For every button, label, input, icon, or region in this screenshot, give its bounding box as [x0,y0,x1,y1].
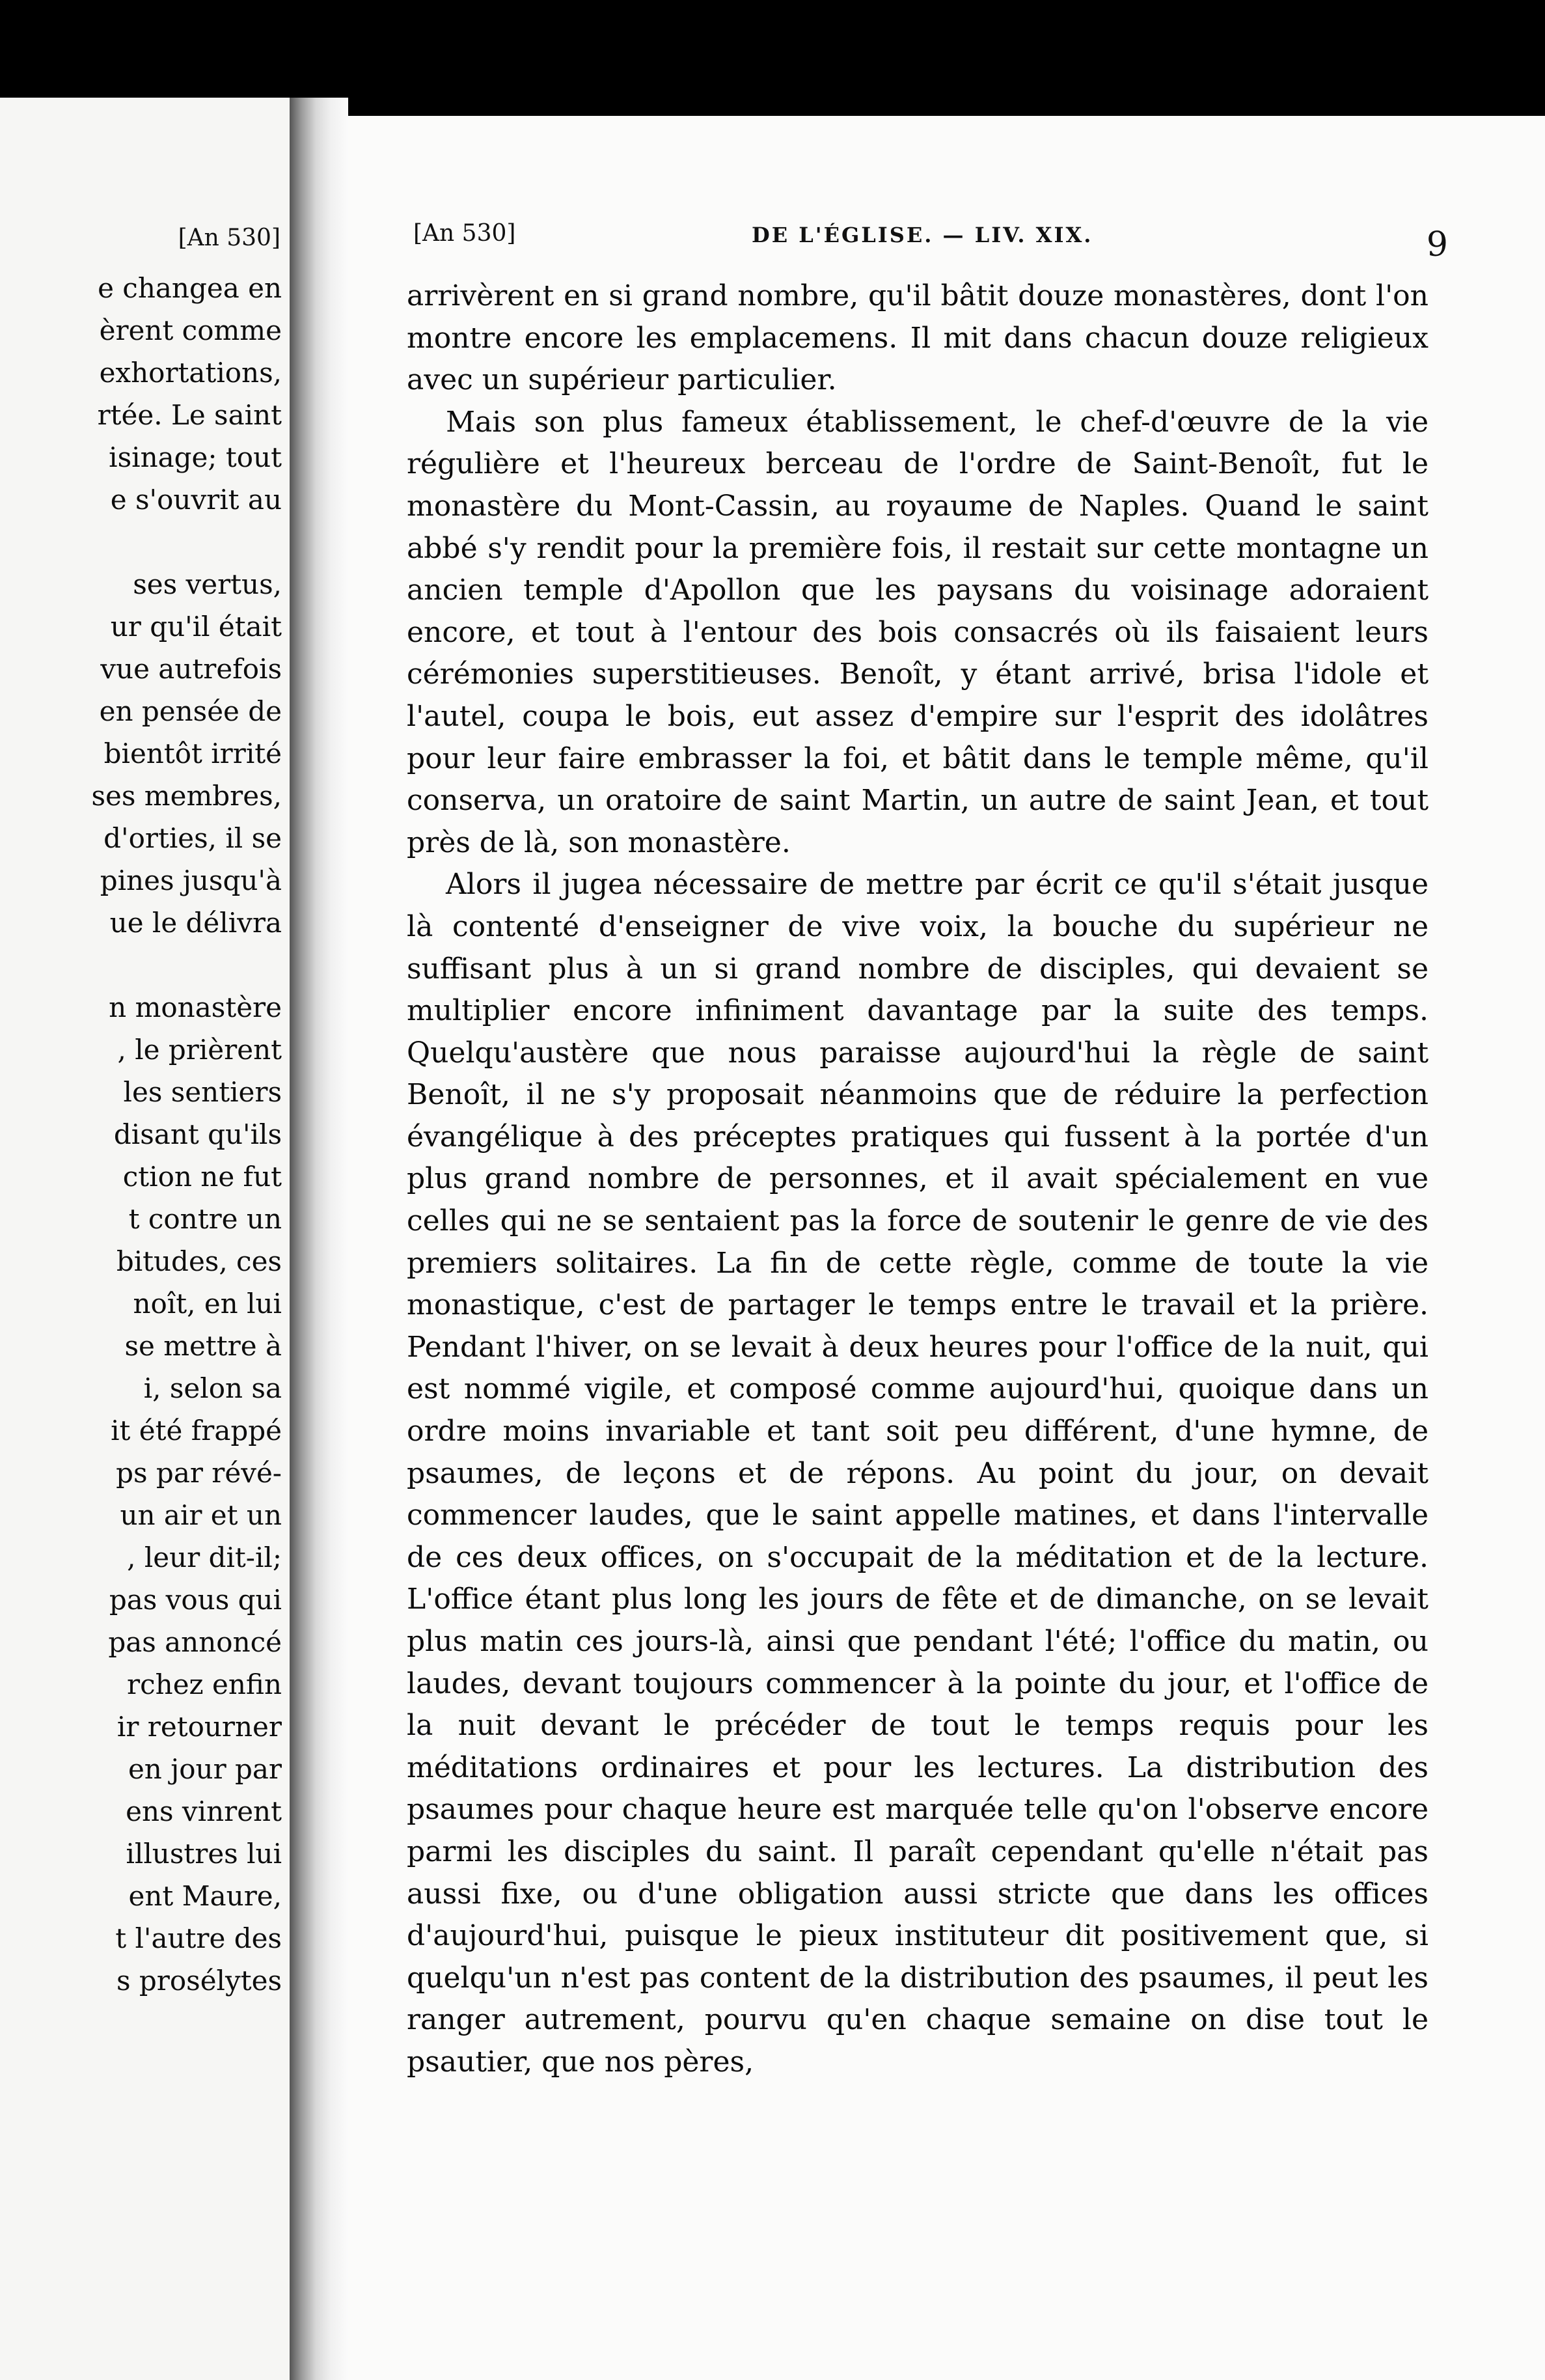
left-page-line: pas vous qui [109,1584,282,1616]
left-page-line: bitudes, ces [116,1245,282,1277]
left-page-line: ction ne fut [122,1161,282,1193]
left-running-head: [An 530] [178,225,280,251]
running-head-year: [An 530] [413,220,516,247]
running-head-title: DE L'ÉGLISE. — LIV. XIX. [752,223,1093,247]
left-page-line: e changea en [98,272,282,304]
left-page-line: rtée. Le saint [97,399,282,431]
left-page-line: , le prièrent [117,1034,282,1066]
left-page-line: noît, en lui [133,1288,282,1320]
left-page-line: ir retourner [116,1711,282,1743]
left-page-line [0,521,282,563]
left-page-line: un air et un [120,1499,282,1531]
left-page-line: illustres lui [126,1838,282,1870]
left-page-line: pines jusqu'à [100,865,282,896]
running-head [413,214,1448,264]
left-facing-page [0,98,290,2380]
left-page-line: t contre un [128,1203,282,1235]
left-page-line [0,944,282,986]
left-page-text-column [0,267,282,2002]
left-page-line: vue autrefois [100,653,282,685]
left-page-line: ue le délivra [109,907,282,939]
paragraph-mont-cassin: Mais son plus fameux établissement, le chef-d'œuvre de la vie régulière et l'heureux berceau de l'ordre de Saint-Benoît, fut le monastère du Mont-Cassin, au royaume de Naples. Quand le saint abbé s'y rendit pour la première fois, il restait sur cette montagne un ancien temple d'Apollon que les paysans du voisinage adoraient encore, et tout à l'entour des bois consacrés où ils faisaient leurs cérémonies superstitieuses. Benoît, y étant arrivé, brisa l'idole et l'autel, coupa le bois, eut assez d'empire sur l'esprit des idolâtres pour leur faire embrasser la foi, et bâtit dans le temple même, qu'il conserva, un oratoire de saint Martin, un autre de saint Jean, et tout près de là, son monastère. [407,405,1429,859]
right-main-page [348,116,1545,2380]
page-number: 9 [1426,225,1448,264]
left-page-line: èrent comme [99,314,282,346]
book-gutter-shadow [290,98,348,2380]
left-page-line: exhortations, [99,357,282,389]
left-page-line: e s'ouvrit au [110,484,282,516]
paragraph-continuation: arrivèrent en si grand nombre, qu'il bâtit douze monastères, dont l'on montre encore les emplacemens. Il mit dans chacun douze religieux avec un supérieur particulier. [407,279,1429,397]
left-page-line: disant qu'ils [113,1118,282,1150]
left-page-line: isinage; tout [109,441,282,473]
left-page-line: it été frappé [111,1415,282,1446]
left-page-line: t l'autre des [115,1922,282,1954]
left-page-line: se mettre à [124,1330,282,1362]
left-page-line: s prosélytes [116,1965,282,1997]
left-page-line: rchez enfin [127,1668,282,1700]
left-page-line: ur qu'il était [110,611,282,643]
left-page-line: ens vinrent [126,1795,282,1827]
left-page-line: les sentiers [123,1076,282,1108]
left-page-line: d'orties, il se [103,822,282,854]
left-page-line: pas annoncé [108,1626,282,1658]
left-page-line: en jour par [128,1753,282,1785]
left-page-line: ent Maure, [128,1880,282,1912]
left-page-line: en pensée de [99,695,282,727]
paragraph-rule: Alors il jugea nécessaire de mettre par écrit ce qu'il s'était jusque là contenté d'enseigner de vive voix, la bouche du supérieur ne suffisant plus à un si grand nombre de disciples, qui devaient se multiplier encore infiniment davantage par la suite des temps. Quelqu'austère que nous paraisse aujourd'hui la règle de saint Benoît, il ne s'y proposait néanmoins que de réduire la perfection évangélique à des préceptes pratiques qui fussent à la portée d'un plus grand nombre de personnes, et il avait spécialement en vue celles qui ne se sentaient pas la force de soutenir le genre de vie des premiers solitaires. La fin de cette règle, comme de toute la vie monastique, c'est de partager le temps entre le travail et la prière. Pendant l'hiver, on se levait à deux heures pour l'office de la nuit, qui est nommé vigile, et composé comme aujourd'hui, quoique dans un ordre moins invariable et tant soit peu différent, d'une hymne, de psaumes, de leçons et de répons. Au point du jour, on devait commencer laudes, que le saint appelle matines, et dans l'intervalle de ces deux offices, on s'occupait de la méditation et de la lecture. L'office étant plus long les jours de fête et de dimanche, on se levait plus matin ces jours-là, ainsi que pendant l'été; l'office du matin, ou laudes, devant toujours commencer à la pointe du jour, et l'office de la nuit devant le précéder de tout le temps requis pour les méditations ordinaires et pour les lectures. La distribution des psaumes pour chaque heure est marquée telle qu'on l'observe encore parmi les disciples du saint. Il paraît cependant qu'elle n'était pas aussi fixe, ou d'une obligation aussi stricte que dans les offices d'aujourd'hui, puisque le pieux instituteur dit positivement que, si quelqu'un n'est pas content de la distribution des psaumes, il peut les ranger autrement, pourvu qu'en chaque semaine on dise tout le psautier, que nos pères, [407,868,1429,2079]
left-page-line: bientôt irrité [103,738,282,769]
left-page-line: ses vertus, [133,568,282,600]
left-page-line: ses membres, [91,780,282,812]
left-page-line: n monastère [109,991,282,1023]
body-text [407,275,1429,2084]
left-page-line: , leur dit-il; [127,1542,282,1573]
left-page-line: i, selon sa [143,1372,282,1404]
left-page-line: ps par révé- [116,1457,282,1489]
